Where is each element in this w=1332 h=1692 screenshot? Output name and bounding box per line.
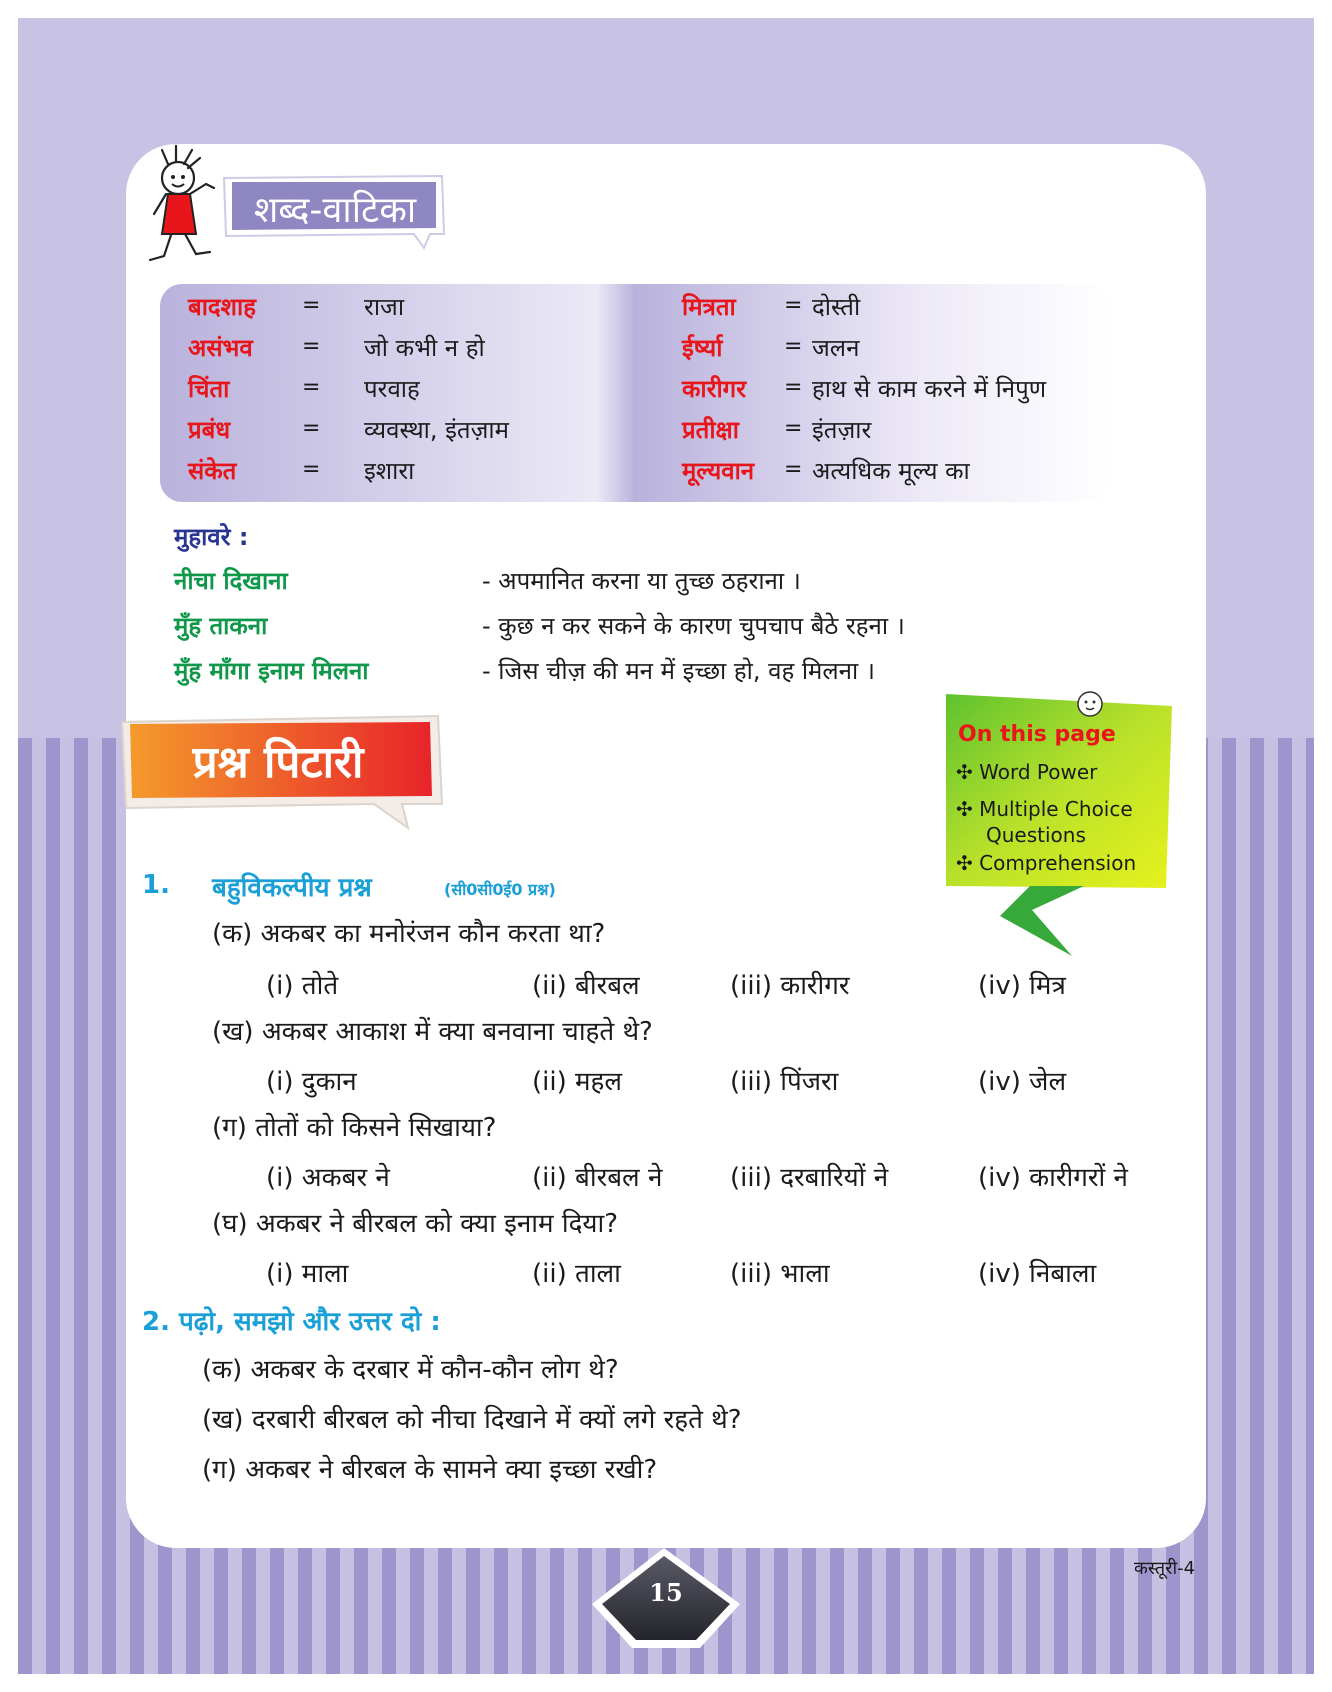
mcq-option: (i) अकबर ने	[266, 1163, 390, 1193]
equals-sign: =	[302, 457, 321, 482]
vocab-meaning: व्यवस्था, इंतज़ाम	[364, 416, 509, 444]
mcq-option: (ii) बीरबल ने	[532, 1163, 663, 1193]
vocab-word: असंभव	[188, 334, 253, 362]
vocab-word: मूल्यवान	[682, 457, 755, 485]
on-this-page-item: Questions	[986, 823, 1086, 847]
equals-sign: =	[302, 416, 321, 441]
bullet-icon: ✣	[956, 851, 973, 875]
vocab-meaning: परवाह	[364, 375, 420, 403]
mcq-option: (ii) महल	[532, 1067, 622, 1097]
vocab-word: कारीगर	[682, 375, 747, 403]
book-label: कस्तूरी-4	[1134, 1558, 1196, 1579]
comprehension-question: (ख) दरबारी बीरबल को नीचा दिखाने में क्यों लगे रहते थे?	[202, 1405, 742, 1435]
mcq-option: (iii) कारीगर	[730, 971, 850, 1001]
mcq-option: (i) माला	[266, 1259, 349, 1289]
vocab-meaning: हाथ से काम करने में निपुण	[812, 375, 1047, 403]
q1-number: 1.	[142, 870, 170, 900]
vocab-meaning: दोस्ती	[812, 293, 861, 321]
on-this-page-item: ✣ Comprehension	[956, 851, 1137, 875]
comprehension-question: (क) अकबर के दरबार में कौन-कौन लोग थे?	[202, 1355, 619, 1385]
mcq-option: (i) दुकान	[266, 1067, 357, 1097]
on-this-page-item: ✣ Multiple Choice	[956, 797, 1133, 821]
mcq-option: (iii) दरबारियों ने	[730, 1163, 889, 1193]
mcq-question: (ख) अकबर आकाश में क्या बनवाना चाहते थे?	[212, 1017, 653, 1047]
idiom-meaning: - जिस चीज़ की मन में इच्छा हो, वह मिलना ।	[482, 657, 875, 685]
equals-sign: =	[784, 375, 803, 400]
vocab-word: मित्रता	[682, 293, 736, 321]
equals-sign: =	[784, 334, 803, 359]
q1-title: बहुविकल्पीय प्रश्न	[212, 873, 372, 903]
vocab-word: प्रबंध	[188, 416, 231, 444]
q1-subtitle: (सी0सी0ई0 प्रश्न)	[444, 880, 556, 899]
equals-sign: =	[302, 375, 321, 400]
mcq-question: (घ) अकबर ने बीरबल को क्या इनाम दिया?	[212, 1209, 618, 1239]
equals-sign: =	[784, 457, 803, 482]
vocab-meaning: जलन	[812, 334, 860, 362]
mcq-option: (iv) कारीगरों ने	[978, 1163, 1128, 1193]
vocab-meaning: इशारा	[364, 457, 415, 485]
mcq-question: (क) अकबर का मनोरंजन कौन करता था?	[212, 919, 606, 949]
idiom-phrase: नीचा दिखाना	[174, 567, 288, 595]
word-garden-title: शब्द-वाटिका	[253, 190, 417, 231]
vocab-meaning: राजा	[364, 293, 405, 321]
equals-sign: =	[302, 293, 321, 318]
q2-title: 2. पढ़ो, समझो और उत्तर दो :	[142, 1307, 441, 1337]
mcq-option: (iii) भाला	[730, 1259, 830, 1289]
equals-sign: =	[784, 416, 803, 441]
mcq-option: (iv) जेल	[978, 1067, 1067, 1097]
mcq-option: (iv) मित्र	[978, 971, 1066, 1001]
mcq-option: (ii) ताला	[532, 1259, 621, 1289]
idioms-title: मुहावरे :	[174, 523, 249, 551]
vocab-meaning: इंतज़ार	[812, 416, 872, 444]
mcq-question: (ग) तोतों को किसने सिखाया?	[212, 1113, 497, 1143]
on-this-page-title: On this page	[958, 722, 1116, 747]
vocab-word: संकेत	[188, 457, 237, 485]
equals-sign: =	[784, 293, 803, 318]
bullet-icon: ✣	[956, 797, 973, 821]
page-number: 15	[649, 1578, 683, 1607]
girl-illustration-icon	[126, 144, 226, 274]
on-this-page-item: ✣ Word Power	[956, 760, 1098, 784]
idiom-meaning: - कुछ न कर सकने के कारण चुपचाप बैठे रहना ।	[482, 612, 905, 640]
mcq-option: (ii) बीरबल	[532, 971, 640, 1001]
mcq-option: (iv) निबाला	[978, 1259, 1097, 1289]
idiom-meaning: - अपमानित करना या तुच्छ ठहराना ।	[482, 567, 801, 595]
vocab-word: प्रतीक्षा	[682, 416, 739, 444]
vocab-word: बादशाह	[188, 293, 256, 321]
vocab-word: ईर्ष्या	[682, 334, 723, 362]
vocab-word: चिंता	[188, 375, 230, 403]
idiom-phrase: मुँह ताकना	[174, 612, 268, 640]
mcq-option: (i) तोते	[266, 971, 339, 1001]
idiom-phrase: मुँह माँगा इनाम मिलना	[174, 657, 369, 685]
vocab-meaning: जो कभी न हो	[364, 334, 485, 362]
mcq-option: (iii) पिंजरा	[730, 1067, 839, 1097]
vocab-meaning: अत्यधिक मूल्य का	[812, 457, 970, 485]
bullet-icon: ✣	[956, 760, 973, 784]
comprehension-question: (ग) अकबर ने बीरबल के सामने क्या इच्छा रखी?	[202, 1455, 658, 1485]
question-box-title: प्रश्न पिटारी	[192, 737, 364, 788]
equals-sign: =	[302, 334, 321, 359]
